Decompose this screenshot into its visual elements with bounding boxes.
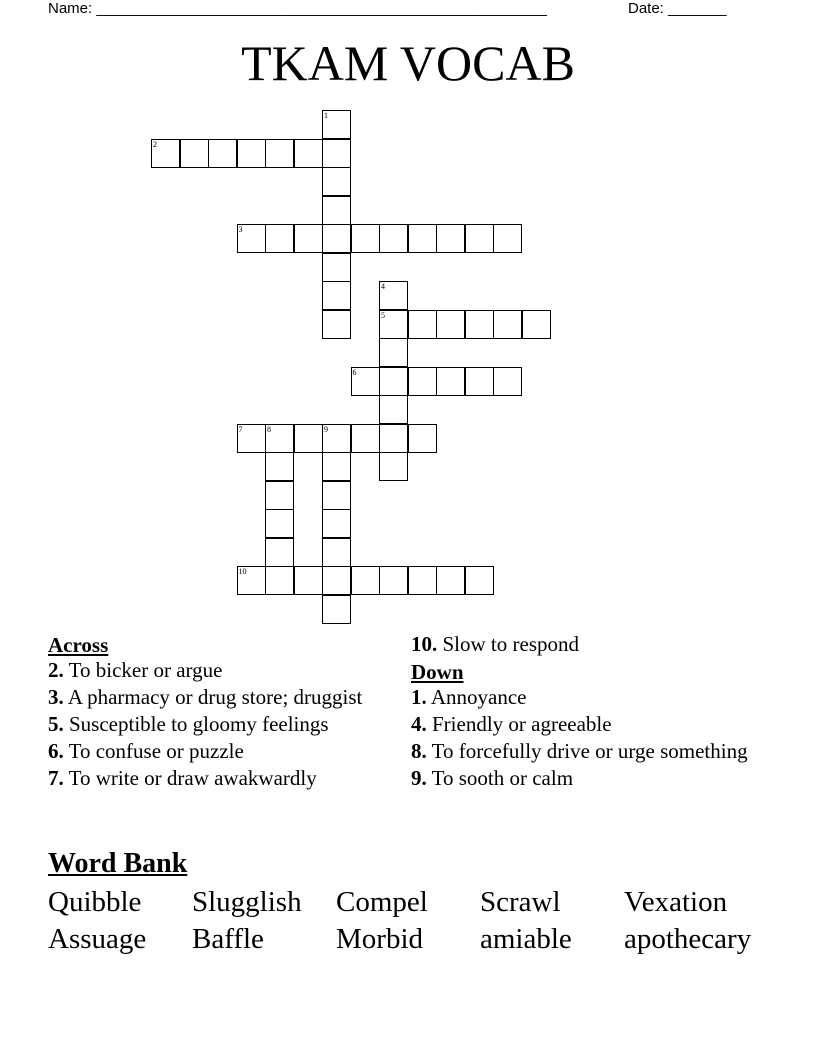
name-field[interactable]: Name: ______________________________________________________: [48, 0, 547, 17]
grid-cell[interactable]: [265, 452, 294, 481]
grid-cell[interactable]: [265, 481, 294, 510]
grid-cell[interactable]: [322, 224, 351, 253]
clue-down-4: 4. Friendly or agreeable: [411, 712, 612, 736]
grid-cell[interactable]: [265, 224, 294, 253]
grid-cell[interactable]: [465, 367, 494, 396]
word-bank-word: apothecary: [624, 923, 752, 955]
page-title: TKAM VOCAB: [241, 35, 575, 91]
grid-cell[interactable]: [436, 224, 465, 253]
grid-cell-number: 7: [238, 424, 243, 434]
grid-cell-number: 4: [381, 282, 385, 291]
grid-cell[interactable]: [379, 224, 408, 253]
grid-cell[interactable]: [180, 139, 209, 168]
grid-cell[interactable]: [351, 566, 380, 595]
clue-down-8: 8. To forcefully drive or urge something: [411, 739, 748, 763]
grid-cell-number: 10: [238, 567, 247, 576]
grid-cell[interactable]: [237, 139, 266, 168]
grid-cell[interactable]: [322, 253, 351, 282]
word-bank-word: Vexation: [624, 886, 728, 918]
clue-across-2: 2. To bicker or argue: [48, 658, 223, 682]
grid-cell[interactable]: [294, 566, 323, 595]
grid-cell[interactable]: [465, 566, 494, 595]
grid-cell[interactable]: [208, 139, 237, 168]
clue-across-10: 10. Slow to respond: [411, 632, 579, 656]
grid-cell[interactable]: [322, 110, 351, 139]
grid-cell-number: 8: [267, 424, 271, 434]
grid-cell[interactable]: [237, 424, 266, 453]
grid-cell[interactable]: [379, 338, 408, 367]
grid-cell[interactable]: [265, 424, 294, 453]
grid-cell[interactable]: [379, 281, 408, 310]
grid-cell[interactable]: [322, 424, 351, 453]
word-bank-word: Assuage: [48, 923, 147, 955]
grid-cell[interactable]: [379, 395, 408, 424]
grid-cell[interactable]: [322, 595, 351, 624]
clue-across-6: 6. To confuse or puzzle: [48, 739, 244, 763]
word-bank: [48, 846, 788, 955]
grid-cell[interactable]: [351, 224, 380, 253]
clues-left-column: [48, 632, 398, 793]
grid-cell[interactable]: [294, 139, 323, 168]
grid-cell[interactable]: [351, 424, 380, 453]
clue-across-7: 7. To write or draw awakwardly: [48, 766, 317, 790]
grid-cell[interactable]: [379, 566, 408, 595]
clue-down-9: 9. To sooth or calm: [411, 766, 574, 790]
grid-cell[interactable]: [408, 566, 437, 595]
grid-cell[interactable]: [408, 310, 437, 339]
grid-cell[interactable]: [322, 310, 351, 339]
grid-cell[interactable]: [436, 566, 465, 595]
clues-right-column: [411, 632, 761, 793]
grid-cell[interactable]: [322, 452, 351, 481]
grid-cell[interactable]: [265, 139, 294, 168]
grid-cell[interactable]: [294, 424, 323, 453]
grid-cell[interactable]: [379, 310, 408, 339]
grid-cell[interactable]: [408, 424, 437, 453]
grid-cell[interactable]: [237, 224, 266, 253]
grid-cell[interactable]: [322, 538, 351, 567]
grid-cell[interactable]: [379, 424, 408, 453]
grid-cell-number: 6: [352, 367, 357, 377]
grid-cell[interactable]: [322, 167, 351, 196]
grid-cell[interactable]: [493, 310, 522, 339]
grid-cell[interactable]: [265, 538, 294, 567]
grid-cell[interactable]: [436, 310, 465, 339]
word-bank-word: Slugglish: [192, 886, 302, 918]
grid-cell[interactable]: [322, 481, 351, 510]
grid-cell[interactable]: [265, 566, 294, 595]
grid-cell[interactable]: [151, 139, 180, 168]
down-heading: Down: [411, 660, 464, 684]
grid-cell-number: 9: [324, 424, 328, 434]
grid-cell[interactable]: [237, 566, 266, 595]
grid-cell[interactable]: [322, 139, 351, 168]
word-bank-word: Quibble: [48, 886, 142, 918]
grid-cell-number: 2: [153, 139, 157, 149]
grid-cell[interactable]: [351, 367, 380, 396]
grid-cell[interactable]: [408, 224, 437, 253]
word-bank-title: Word Bank: [48, 848, 188, 879]
word-bank-word: Baffle: [192, 923, 264, 955]
word-bank-word: Morbid: [336, 923, 423, 955]
grid-cell[interactable]: [493, 367, 522, 396]
across-heading: Across: [48, 633, 109, 657]
grid-cell-number: 5: [381, 310, 385, 320]
grid-cell[interactable]: [408, 367, 437, 396]
word-bank-word: Scrawl: [480, 886, 561, 918]
grid-cell-number: 1: [324, 111, 328, 120]
grid-cell[interactable]: [322, 509, 351, 538]
grid-cell[interactable]: [436, 367, 465, 396]
grid-cell[interactable]: [379, 452, 408, 481]
clue-across-3: 3. A pharmacy or drug store; druggist: [48, 685, 363, 709]
word-bank-word: amiable: [480, 923, 572, 955]
grid-cell[interactable]: [294, 224, 323, 253]
grid-cell[interactable]: [522, 310, 551, 339]
grid-cell[interactable]: [322, 196, 351, 225]
word-bank-word: Compel: [336, 886, 428, 918]
grid-cell[interactable]: [265, 509, 294, 538]
grid-cell[interactable]: [493, 224, 522, 253]
grid-cell-number: 3: [238, 225, 243, 234]
clue-down-1: 1. Annoyance: [411, 685, 527, 709]
grid-cell[interactable]: [465, 224, 494, 253]
grid-cell[interactable]: [465, 310, 494, 339]
date-field[interactable]: Date: _______: [628, 0, 727, 17]
grid-cell[interactable]: [322, 281, 351, 310]
clue-across-5: 5. Susceptible to gloomy feelings: [48, 712, 329, 736]
grid-cell[interactable]: [322, 566, 351, 595]
grid-cell[interactable]: [379, 367, 408, 396]
